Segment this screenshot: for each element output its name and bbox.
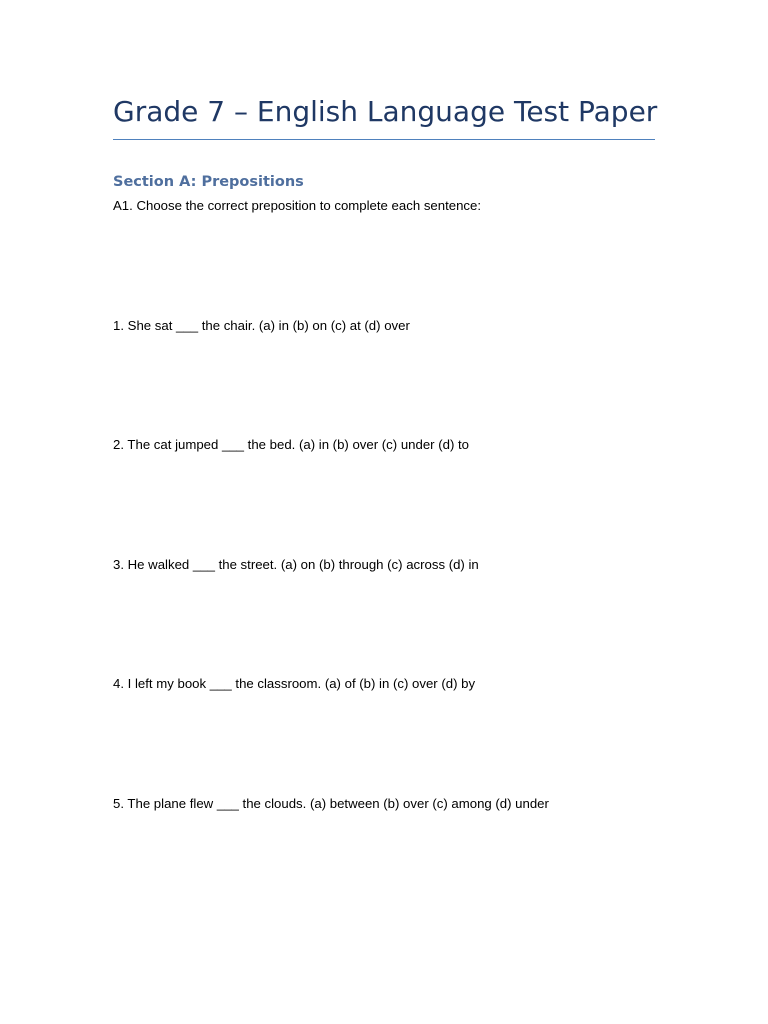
page-title: Grade 7 – English Language Test Paper [113,95,658,128]
question-item: 5. The plane flew ___ the clouds. (a) between (b) over (c) among (d) under [113,796,549,811]
section-instruction: A1. Choose the correct preposition to complete each sentence: [113,198,482,213]
question-item: 1. She sat ___ the chair. (a) in (b) on (c) at (d) over [113,318,410,333]
question-item: 4. I left my book ___ the classroom. (a) of (b) in (c) over (d) by [113,676,476,691]
section-heading: Section A: Prepositions [113,174,304,190]
title-underline [113,139,655,140]
question-item: 2. The cat jumped ___ the bed. (a) in (b) over (c) under (d) to [113,437,469,452]
question-item: 3. He walked ___ the street. (a) on (b) through (c) across (d) in [113,557,479,572]
